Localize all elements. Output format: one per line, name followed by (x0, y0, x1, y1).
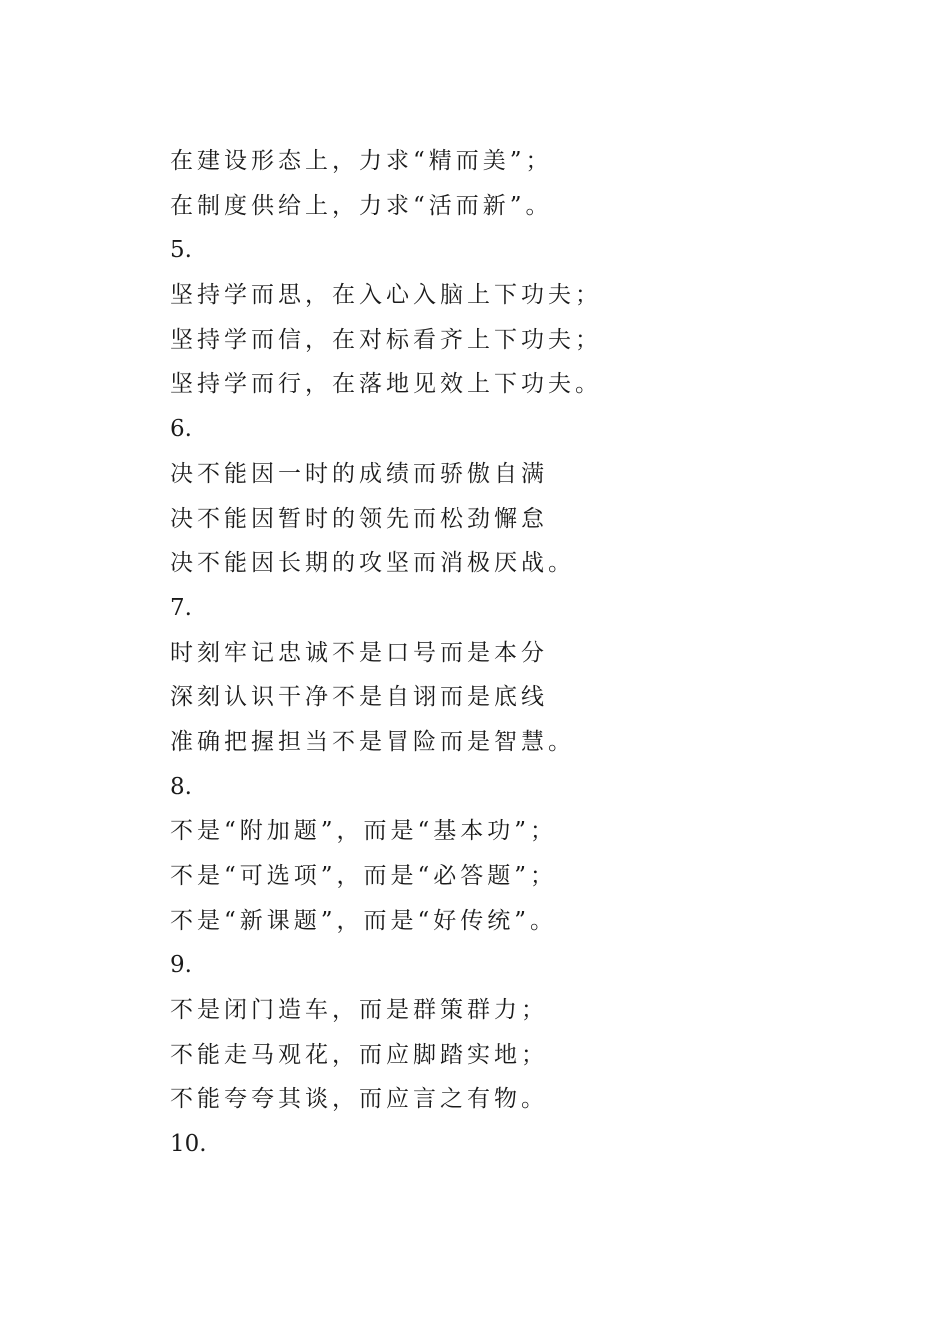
text-line: 决不能因暂时的领先而松劲懈怠 (170, 505, 548, 532)
text-line: 坚持学而思，在入心入脑上下功夫； (170, 282, 602, 309)
section-number: 8. (170, 773, 192, 800)
section-number: 9. (170, 952, 192, 979)
section-number: 6. (170, 416, 192, 443)
text-line: 决不能因一时的成绩而骄傲自满 (170, 460, 548, 487)
section-number: 5. (170, 237, 192, 264)
text-line: 不是闭门造车，而是群策群力； (170, 997, 548, 1024)
section-number: 7. (170, 594, 192, 621)
text-line: 不能走马观花，而应脚踏实地； (170, 1041, 548, 1068)
text-line: 不是“可选项”，而是“必答题”； (170, 863, 558, 889)
document-body (170, 139, 870, 1167)
text-line: 时刻牢记忠诚不是口号而是本分 (170, 639, 548, 666)
text-line: 不是“新课题”，而是“好传统”。 (170, 907, 558, 934)
text-line: 准确把握担当不是冒险而是智慧。 (170, 728, 575, 755)
text-line: 在建设形态上，力求“精而美”； (170, 148, 553, 174)
text-line: 不是“附加题”，而是“基本功”； (170, 818, 558, 845)
text-line: 坚持学而信，在对标看齐上下功夫； (170, 326, 602, 353)
section-number: 10. (170, 1131, 207, 1158)
text-line: 不能夸夸其谈，而应言之有物。 (170, 1086, 548, 1113)
text-line: 深刻认识干净不是自诩而是底线 (170, 684, 548, 711)
text-line: 决不能因长期的攻坚而消极厌战。 (170, 550, 575, 577)
text-line: 在制度供给上，力求“活而新”。 (170, 192, 553, 219)
text-line: 坚持学而行，在落地见效上下功夫。 (170, 371, 602, 398)
